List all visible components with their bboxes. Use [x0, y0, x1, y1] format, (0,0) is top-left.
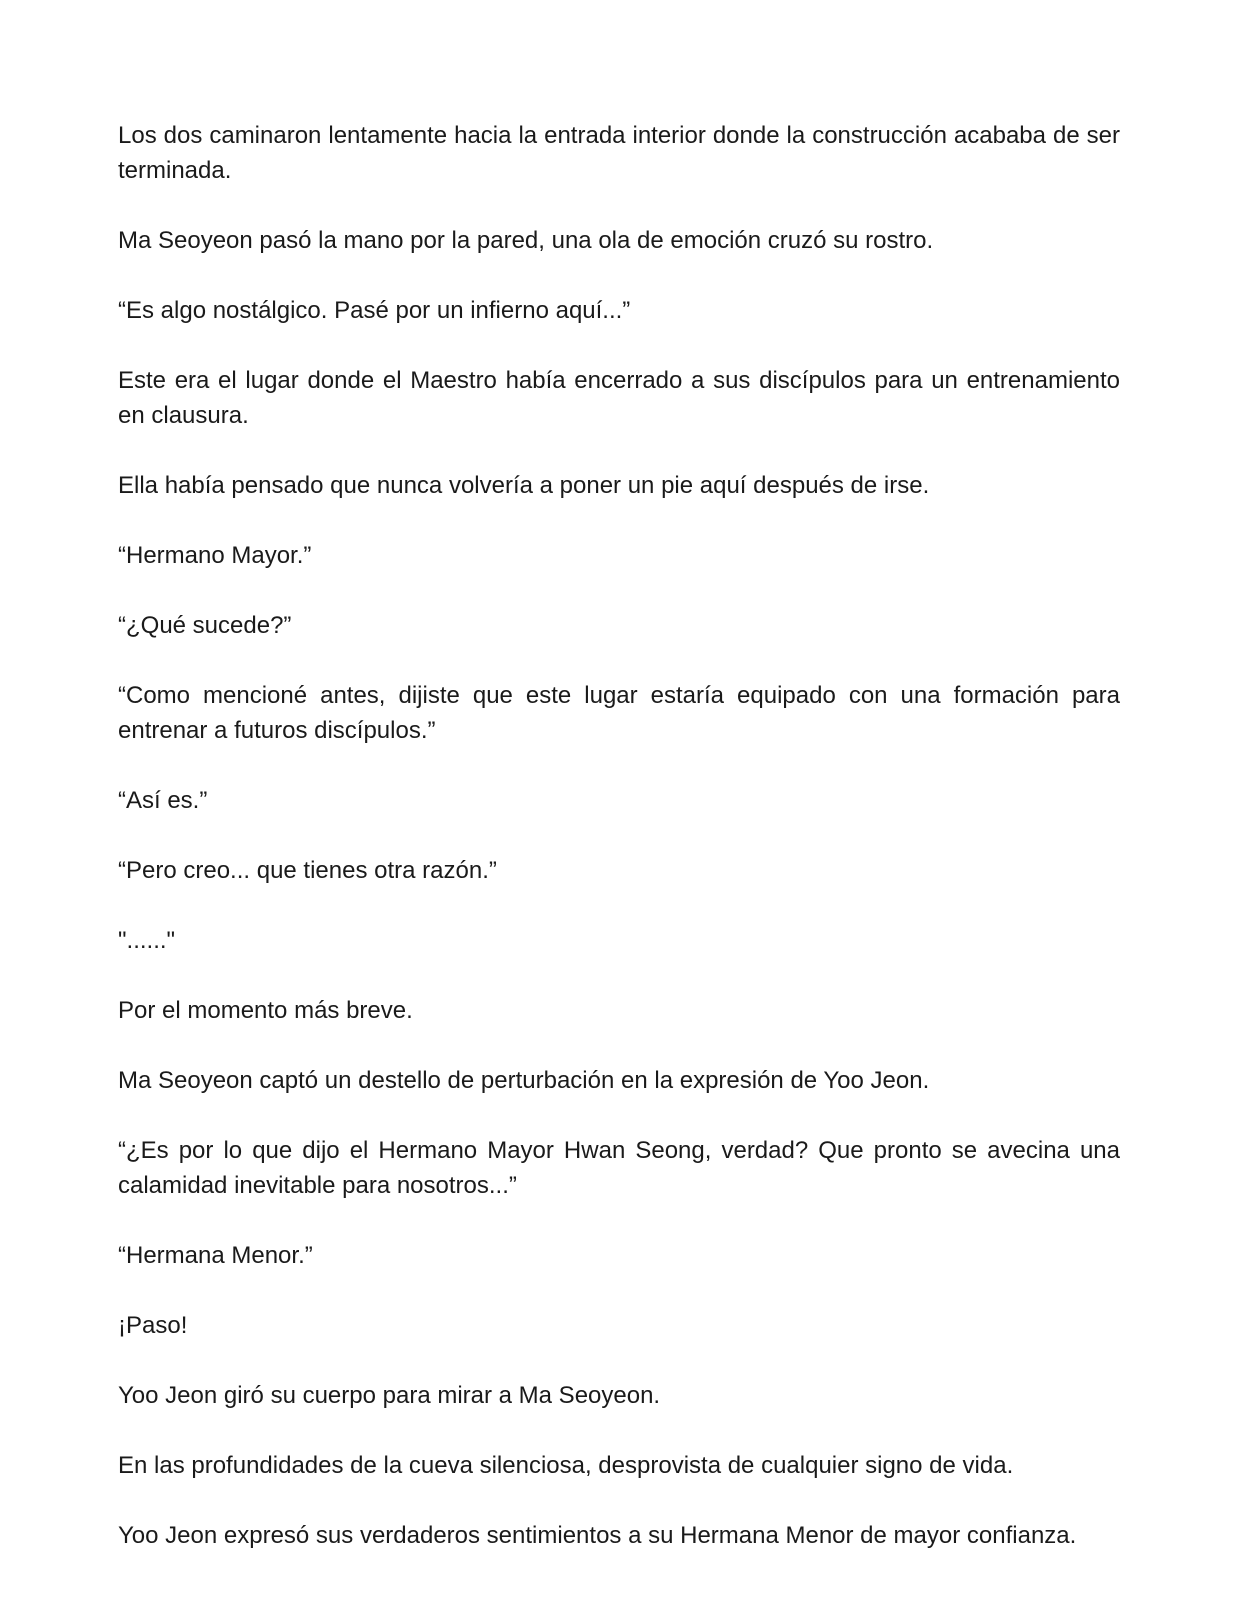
paragraph: “Así es.” [118, 787, 208, 814]
paragraph: Este era el lugar donde el Maestro había encerrado a sus discípulos para un entrenamiento en clausura. [118, 367, 1120, 429]
paragraph: Yoo Jeon expresó sus verdaderos sentimientos a su Hermana Menor de mayor confianza. [118, 1522, 1077, 1549]
paragraph: Por el momento más breve. [118, 997, 413, 1024]
paragraph: "......" [118, 927, 176, 954]
paragraph: “Es algo nostálgico. Pasé por un infierno aquí...” [118, 297, 631, 324]
paragraph: Ma Seoyeon captó un destello de perturbación en la expresión de Yoo Jeon. [118, 1067, 930, 1094]
paragraph: “Como mencioné antes, dijiste que este lugar estaría equipado con una formación para entrenar a futuros discípulos.” [118, 682, 1120, 744]
paragraph: “¿Qué sucede?” [118, 612, 292, 639]
paragraph: “¿Es por lo que dijo el Hermano Mayor Hwan Seong, verdad? Que pronto se avecina una calamidad inevitable para nosotros...” [118, 1137, 1120, 1199]
paragraph: Los dos caminaron lentamente hacia la entrada interior donde la construcción acababa de ser terminada. [118, 122, 1120, 184]
paragraph: “Hermana Menor.” [118, 1242, 313, 1269]
paragraph: ¡Paso! [118, 1312, 188, 1339]
document-body [118, 118, 1120, 1588]
paragraph: Ma Seoyeon pasó la mano por la pared, una ola de emoción cruzó su rostro. [118, 227, 934, 254]
paragraph: Ella había pensado que nunca volvería a poner un pie aquí después de irse. [118, 472, 930, 499]
paragraph: “Pero creo... que tienes otra razón.” [118, 857, 497, 884]
paragraph: “Hermano Mayor.” [118, 542, 312, 569]
paragraph: En las profundidades de la cueva silenciosa, desprovista de cualquier signo de vida. [118, 1452, 1014, 1479]
paragraph: Yoo Jeon giró su cuerpo para mirar a Ma Seoyeon. [118, 1382, 661, 1409]
